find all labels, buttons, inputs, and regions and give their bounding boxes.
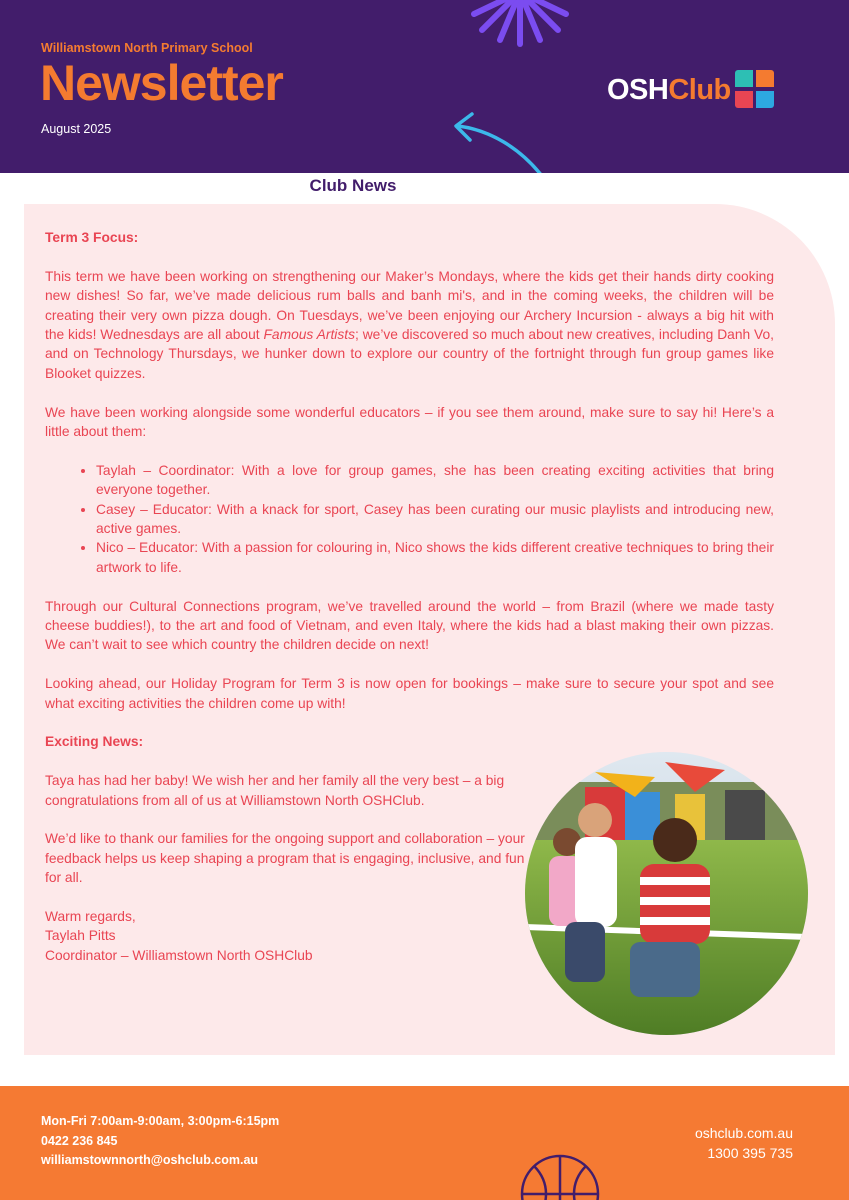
signer-name: Taylah Pitts (45, 928, 116, 944)
list-item: • Casey – Educator: With a knack for sport, Casey has been curating our music playlists and introducing new, active games. (96, 500, 774, 539)
oshclub-contact (695, 1123, 793, 1163)
kids-tug-of-war-photo (525, 752, 808, 1035)
basketball-decoration-icon (520, 1154, 600, 1200)
national-phone: 1300 395 735 (707, 1145, 793, 1161)
contact-details (41, 1112, 279, 1171)
baby-news-paragraph: Taya has had her baby! We wish her and her family all the very best – a big congratulations from all of us at Williamstown North OSHClub. (45, 773, 505, 808)
logo-text-osh: OSH (607, 73, 669, 106)
newsletter-title: Newsletter (40, 55, 283, 111)
educator-list (45, 461, 774, 577)
footer-banner (0, 1086, 849, 1200)
logo-text-club: Club (668, 73, 731, 106)
list-item: • Taylah – Coordinator: With a love for group games, she has been creating exciting activities that bring everyone together. (96, 461, 774, 500)
arrow-decoration (450, 108, 560, 173)
issue-date: August 2025 (41, 122, 112, 136)
logo-squares-icon (735, 70, 775, 110)
header-banner (0, 0, 849, 173)
signoff: Warm regards, Taylah Pitts Coordinator – Williamstown North OSHClub (45, 909, 313, 963)
signer-role: Coordinator – Williamstown North OSHClub (45, 947, 313, 963)
opening-hours: Mon-Fri 7:00am-9:00am, 3:00pm-6:15pm (41, 1114, 280, 1128)
website-link[interactable]: oshclub.com.au (694, 1125, 793, 1141)
phone-number: 0422 236 845 (41, 1133, 118, 1148)
section-title: Club News (309, 176, 397, 195)
thank-you-paragraph: We’d like to thank our families for the ongoing support and collaboration – your feedback helps us keep shaping a program that is engaging, inclusive, and fun for all. (45, 831, 525, 886)
cultural-connections-paragraph: Through our Cultural Connections program, we’ve travelled around the world – from Brazil (where we made tasty cheese buddies!), to the art and food of Vietnam, and even Italy, where the kids had a blast making their own pizzas. We can’t wait to see which country the children decide on next! (45, 598, 774, 653)
term-focus-heading: Term 3 Focus: (45, 230, 139, 245)
holiday-program-paragraph: Looking ahead, our Holiday Program for Term 3 is now open for bookings – make sure to secure your spot and see what exciting activities the children come up with! (45, 676, 774, 711)
term-focus-paragraph: This term we have been working on strengthening our Maker’s Mondays, where the kids get their hands dirty cooking new dishes! So far, we’ve made delicious rum balls and banh mi's, and in the coming weeks, the children will be creating their very own pizza dough. On Tuesdays, we’ve been enjoying our Archery Incursion - always a big hit with the kids! Wednesdays are all about Famous Artists; we’ve discovered so much about new creatives, including Danh Vo, and on Technology Thursdays, we hunker down to explore our country of the fortnight through fun group games like Blooket quizzes. (45, 268, 774, 381)
educators-intro: We have been working alongside some wonderful educators – if you see them around, make sure to say hi! Here’s a little about them: (45, 404, 774, 440)
sunburst-decoration (470, 0, 570, 50)
school-name: Williamstown North Primary School (41, 41, 253, 55)
exciting-news-heading: Exciting News: (45, 734, 144, 750)
list-item: • Nico – Educator: With a passion for colouring in, Nico shows the kids different creative techniques to bring their artwork to life. (96, 538, 774, 577)
email-address[interactable]: williamstownnorth@oshclub.com.au (41, 1153, 259, 1167)
oshclub-logo (607, 70, 775, 110)
